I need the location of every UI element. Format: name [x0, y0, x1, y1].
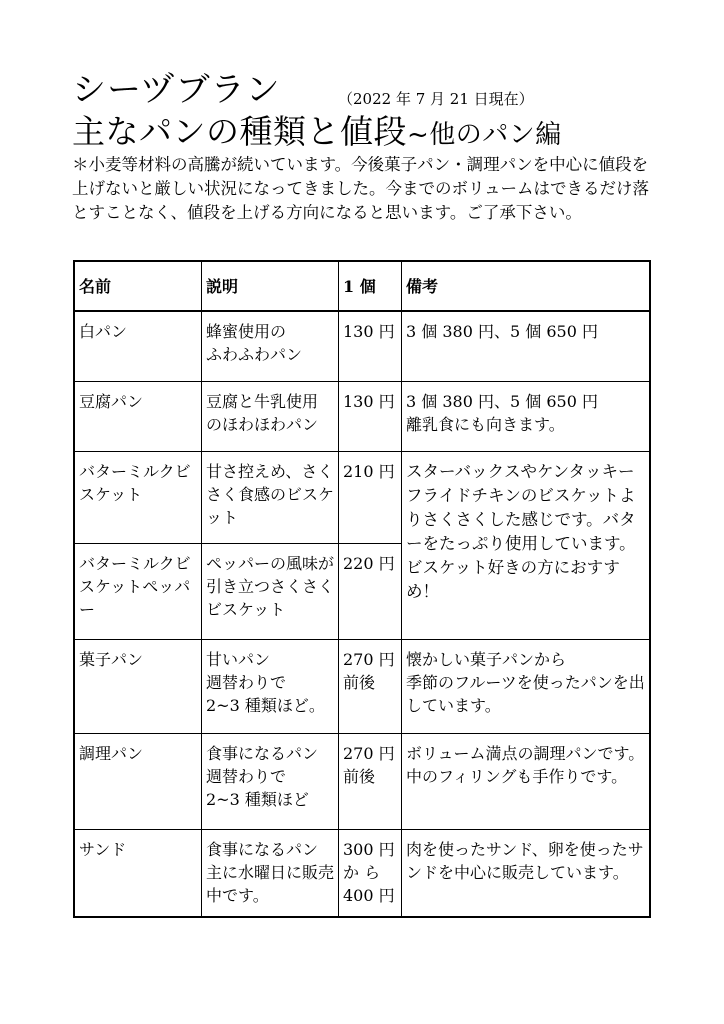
cell-price [339, 829, 402, 917]
desc-line: のほわほわパン [206, 414, 319, 434]
date-note: （2022 年 7 月 21 日現在） [338, 90, 534, 108]
cell-description [202, 829, 339, 917]
page-title [72, 112, 562, 155]
table-row [74, 311, 650, 381]
cell-description [202, 311, 339, 381]
table-row [74, 451, 650, 543]
cell-price [339, 639, 402, 733]
cell-name: バターミルクビスケットペッパー [74, 543, 202, 639]
price-line: か ら [343, 862, 381, 882]
cell-remarks: 3 個 380 円、5 個 650 円 [402, 311, 651, 381]
cell-description [202, 639, 339, 733]
cell-price: 220 円 [339, 543, 402, 639]
cell-name: サンド [74, 829, 202, 917]
cell-remarks [402, 381, 651, 451]
table-row [74, 733, 650, 829]
desc-line: 週替わりで [206, 672, 287, 692]
desc-line: 食事になるパン [206, 839, 319, 859]
remark-line: 懐かしい菓子パンから [406, 649, 567, 669]
table-row [74, 639, 650, 733]
cell-remarks: 肉を使ったサンド、卵を使ったサンドを中心に販売しています。 [402, 829, 651, 917]
price-line: 前後 [343, 766, 376, 786]
cell-price: 130 円 [339, 381, 402, 451]
desc-line: 2~3 種類ほど。 [206, 695, 325, 715]
cell-name: 白パン [74, 311, 202, 381]
shop-name: シーヅブラン [72, 70, 281, 110]
cell-price: 130 円 [339, 311, 402, 381]
table-row [74, 381, 650, 451]
desc-line: 食事になるパン [206, 743, 319, 763]
desc-line: 蜂蜜使用の [206, 322, 287, 341]
header-name: 名前 [74, 261, 202, 311]
desc-line: ふわふわパン [206, 345, 303, 364]
desc-line: 主に水曜日に販売中です。 [206, 862, 335, 905]
header-description: 説明 [202, 261, 339, 311]
cell-remarks: ボリューム満点の調理パンです。中のフィリングも手作りです。 [402, 733, 651, 829]
price-line: 270 円 [343, 743, 395, 763]
cell-description [202, 381, 339, 451]
cell-remarks: スターバックスやケンタッキーフライドチキンのビスケットよりさくさくした感じです。バターをたっぷり使用しています。ビスケット好きの方におすすめ！ [402, 451, 651, 639]
desc-line: 豆腐と牛乳使用 [206, 391, 319, 411]
table-header-row [74, 261, 650, 311]
title-main: 主なパンの種類と値段 [72, 112, 407, 151]
cell-name: 菓子パン [74, 639, 202, 733]
cell-description: ペッパーの風味が引き立つさくさくビスケット [202, 543, 339, 639]
remark-line: 3 個 380 円、5 個 650 円 [406, 391, 598, 411]
cell-remarks [402, 639, 651, 733]
cell-price: 210 円 [339, 451, 402, 543]
price-table [73, 260, 651, 918]
price-line: 270 円 [343, 649, 395, 669]
cell-name: バターミルクビスケット [74, 451, 202, 543]
remark-line: 季節のフルーツを使ったパンを出しています。 [406, 672, 645, 715]
cell-description [202, 733, 339, 829]
cell-price [339, 733, 402, 829]
cell-name: 豆腐パン [74, 381, 202, 451]
desc-line: 2~3 種類ほど [206, 789, 309, 809]
remark-line: 離乳食にも向きます。 [406, 414, 565, 434]
price-line: 300 円 [343, 839, 395, 859]
desc-line: 週替わりで [206, 766, 287, 786]
price-line: 400 円 [343, 885, 395, 905]
desc-line: 甘いパン [206, 649, 271, 669]
price-line: 前後 [343, 672, 376, 692]
cell-description: 甘さ控えめ、さくさく食感のビスケット [202, 451, 339, 543]
cell-name: 調理パン [74, 733, 202, 829]
table-row [74, 829, 650, 917]
header-price: 1 個 [339, 261, 402, 311]
header-remarks: 備考 [402, 261, 651, 311]
price-notice: ＊小麦等材料の高騰が続いています。今後菓子パン・調理パンを中心に値段を上げないと厳しい状況になってきました。今までのボリュームはできるだけ落とすことなく、値段を上げる方向になると思います。ご了承下さい。 [72, 155, 650, 222]
title-sub: ~他のパン編 [407, 120, 562, 150]
